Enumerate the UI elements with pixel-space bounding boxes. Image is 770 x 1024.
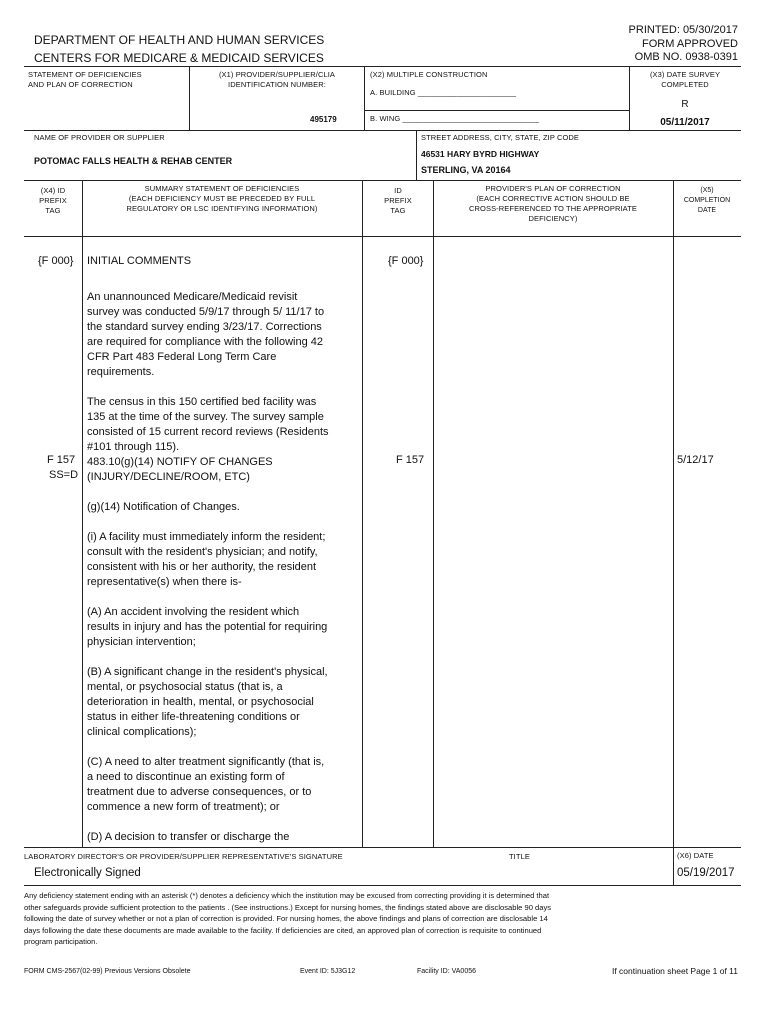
- page-indicator: If continuation sheet Page 1 of 11: [611, 966, 738, 976]
- tag-f157-right: F 157: [396, 454, 425, 466]
- x6-date-label: (X6) DATE: [677, 851, 714, 860]
- x1-label: (X1) PROVIDER/SUPPLIER/CLIA IDENTIFICATION NUMBER:: [218, 70, 336, 89]
- street-address: 46531 HARY BYRD HIGHWAY: [421, 149, 540, 159]
- clause-d: (D) A decision to transfer or discharge the: [87, 831, 290, 843]
- city-state-zip: STERLING, VA 20164: [421, 165, 511, 175]
- wing-label: B. WING ________________________________: [370, 114, 540, 123]
- census-paragraph: The census in this 150 certified bed facility was 135 at the time of the survey. The survey sample consisted of 15 current record reviews (Residents #101 through 115).: [87, 396, 329, 453]
- signature-date: 05/19/2017: [677, 867, 735, 879]
- summary-header: SUMMARY STATEMENT OF DEFICIENCIES (EACH DEFICIENCY MUST BE PRECEDED BY FULL REGULATORY OR LSC IDENTIFYING INFORMATION): [126, 184, 318, 213]
- x1-provider-number: 495179: [310, 115, 337, 124]
- title-label: TITLE: [509, 852, 530, 861]
- clause-c: (C) A need to alter treatment significantly (that is, a need to discontinue an existing form of treatment due to adverse consequences, or to commence a new form of treatment); or: [87, 756, 325, 813]
- event-id: Event ID: 5J3G12: [300, 968, 356, 975]
- signature-value: Electronically Signed: [34, 867, 141, 879]
- tag-f157-left: F 157: [47, 454, 76, 466]
- plan-header: PROVIDER'S PLAN OF CORRECTION (EACH CORRECTIVE ACTION SHOULD BE CROSS-REFERENCED TO THE APPROPRIATE DEFICIENCY): [469, 184, 637, 223]
- form-approved: FORM APPROVED: [642, 38, 738, 50]
- initial-comments-title: INITIAL COMMENTS: [87, 255, 192, 267]
- x3-label: (X3) DATE SURVEY COMPLETED: [649, 70, 721, 89]
- printed-date: PRINTED: 05/30/2017: [628, 24, 738, 36]
- department-title: DEPARTMENT OF HEALTH AND HUMAN SERVICES: [34, 33, 325, 47]
- id-prefix-header: ID PREFIX TAG: [384, 186, 412, 215]
- clause-a: (A) An accident involving the resident which results in injury and has the potential for requiring physician intervention;: [87, 606, 328, 648]
- x2-label: (X2) MULTIPLE CONSTRUCTION: [370, 70, 488, 79]
- deficiency-text: [87, 290, 359, 845]
- x4-id-header: (X4) ID PREFIX TAG: [39, 186, 67, 215]
- building-label: A. BUILDING _______________________: [370, 88, 517, 97]
- address-label: STREET ADDRESS, CITY, STATE, ZIP CODE: [421, 133, 580, 142]
- survey-paragraph: An unannounced Medicare/Medicaid revisit survey was conducted 5/9/17 through 5/ 11/17 to the standard survey ending 3/23/17. Corrections are required for compliance with the following 42 CFR Part 483 Federal Long Term Care requirements.: [87, 291, 325, 378]
- omb-number: OMB NO. 0938-0391: [634, 51, 738, 63]
- scope-severity: SS=D: [49, 469, 79, 481]
- completion-date: 5/12/17: [677, 454, 714, 466]
- signature-label: LABORATORY DIRECTOR'S OR PROVIDER/SUPPLIER REPRESENTATIVE'S SIGNATURE: [24, 852, 343, 861]
- clause-b: (B) A significant change in the resident's physical, mental, or psychosocial status (that is, a deterioration in health, mental, or psychosocial status in either life-threatening conditions or clinical complications);: [87, 666, 328, 738]
- facility-id: Facility ID: VA0056: [417, 968, 477, 975]
- provider-name: POTOMAC FALLS HEALTH & REHAB CENTER: [34, 156, 233, 166]
- form-number: FORM CMS-2567(02-99) Previous Versions Obsolete: [24, 968, 191, 975]
- tag-f000-left: {F 000}: [38, 255, 74, 267]
- tag-f000-right: {F 000}: [388, 255, 424, 267]
- x5-completion-header: (X5) COMPLETION DATE: [683, 187, 731, 214]
- centers-title: CENTERS FOR MEDICARE & MEDICAID SERVICES: [34, 51, 324, 65]
- x3-date: 05/11/2017: [660, 117, 710, 128]
- regulation-title: 483.10(g)(14) NOTIFY OF CHANGES (INJURY/DECLINE/ROOM, ETC): [87, 456, 273, 483]
- provider-name-label: NAME OF PROVIDER OR SUPPLIER: [34, 133, 165, 142]
- clause-i: (i) A facility must immediately inform the resident; consult with the resident's physician; and notify, consistent with his or her authority, the resident representative(s) when there is-: [87, 531, 326, 588]
- disclaimer-text: Any deficiency statement ending with an asterisk (*) denotes a deficiency which the institution may be excused from correcting providing it is determined that other safeguards provide sufficient protection to the patients . (See instructions.) Except for nursing homes, the findings stated above are disclosable 90 days following the date of survey whether or not a plan of correction is provided. For nursing homes, the above findings and plans of correction are disclosable 14 days following the date these documents are made available to the facility. If deficiencies are cited, an approved plan of correction is requisite to continued program participation.: [24, 891, 552, 947]
- x3-letter: R: [681, 99, 689, 110]
- statement-label: STATEMENT OF DEFICIENCIES AND PLAN OF CORRECTION: [28, 70, 142, 89]
- notification-heading: (g)(14) Notification of Changes.: [87, 501, 240, 513]
